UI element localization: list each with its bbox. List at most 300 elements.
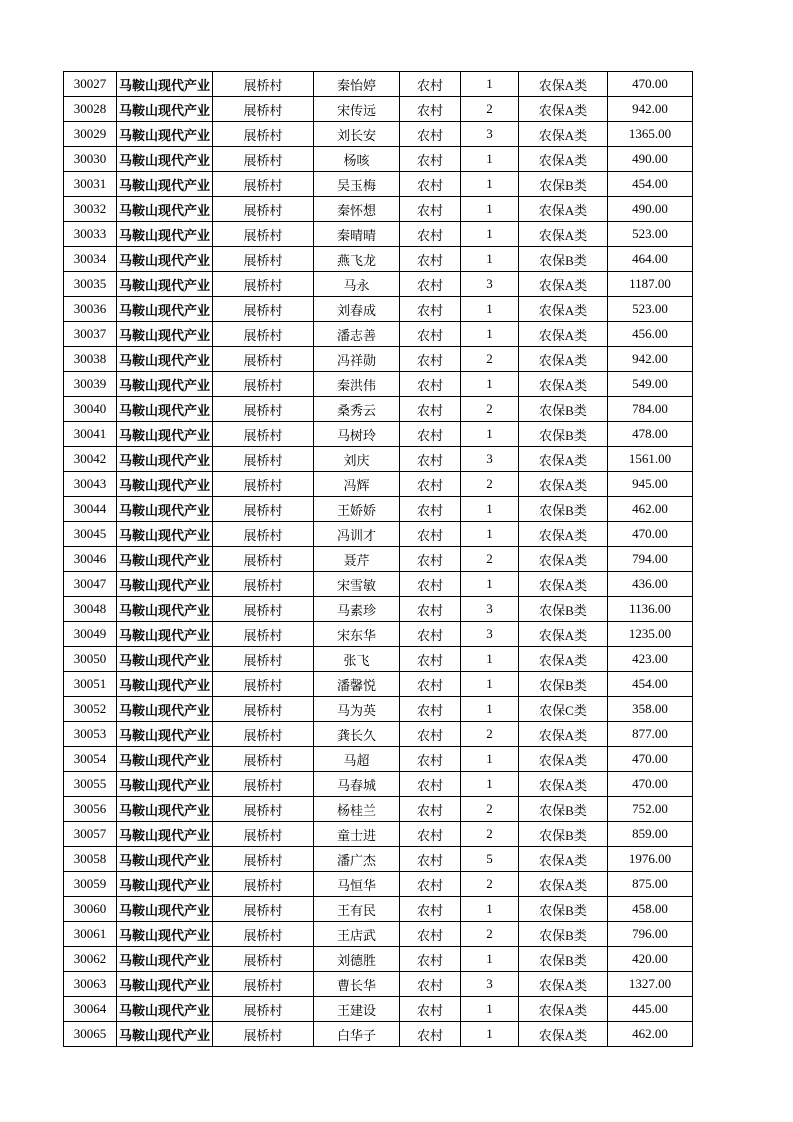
cell-park-name: 马鞍山现代产业	[117, 922, 213, 947]
cell-record-id: 30063	[64, 972, 117, 997]
table-row	[64, 697, 693, 722]
cell-insurance-category: 农保A类	[519, 147, 608, 172]
cell-park-name: 马鞍山现代产业	[117, 322, 213, 347]
cell-village-name: 展桥村	[213, 972, 314, 997]
cell-park-name: 马鞍山现代产业	[117, 372, 213, 397]
cell-amount: 1136.00	[608, 597, 693, 622]
cell-residence-type: 农村	[400, 172, 461, 197]
cell-person-count: 1	[461, 147, 519, 172]
cell-residence-type: 农村	[400, 397, 461, 422]
cell-record-id: 30064	[64, 997, 117, 1022]
cell-residence-type: 农村	[400, 947, 461, 972]
cell-residence-type: 农村	[400, 122, 461, 147]
table-row	[64, 322, 693, 347]
table-row	[64, 597, 693, 622]
cell-park-name: 马鞍山现代产业	[117, 897, 213, 922]
cell-record-id: 30043	[64, 472, 117, 497]
cell-park-name: 马鞍山现代产业	[117, 547, 213, 572]
cell-insurance-category: 农保B类	[519, 397, 608, 422]
cell-insurance-category: 农保A类	[519, 972, 608, 997]
table-row	[64, 922, 693, 947]
table-row	[64, 372, 693, 397]
cell-park-name: 马鞍山现代产业	[117, 222, 213, 247]
cell-insurance-category: 农保B类	[519, 172, 608, 197]
cell-person-count: 1	[461, 1022, 519, 1047]
cell-park-name: 马鞍山现代产业	[117, 597, 213, 622]
cell-village-name: 展桥村	[213, 372, 314, 397]
cell-person-name: 杨咳	[314, 147, 400, 172]
cell-park-name: 马鞍山现代产业	[117, 697, 213, 722]
table-row	[64, 347, 693, 372]
cell-village-name: 展桥村	[213, 922, 314, 947]
cell-amount: 1327.00	[608, 972, 693, 997]
table-row	[64, 772, 693, 797]
cell-insurance-category: 农保B类	[519, 672, 608, 697]
cell-person-count: 1	[461, 172, 519, 197]
cell-person-name: 秦怀想	[314, 197, 400, 222]
cell-residence-type: 农村	[400, 772, 461, 797]
cell-amount: 875.00	[608, 872, 693, 897]
cell-residence-type: 农村	[400, 322, 461, 347]
cell-person-count: 1	[461, 497, 519, 522]
cell-village-name: 展桥村	[213, 772, 314, 797]
table-row	[64, 897, 693, 922]
cell-amount: 1365.00	[608, 122, 693, 147]
cell-record-id: 30061	[64, 922, 117, 947]
cell-village-name: 展桥村	[213, 472, 314, 497]
cell-amount: 456.00	[608, 322, 693, 347]
cell-person-count: 1	[461, 522, 519, 547]
cell-record-id: 30041	[64, 422, 117, 447]
cell-insurance-category: 农保B类	[519, 897, 608, 922]
table-row	[64, 997, 693, 1022]
cell-village-name: 展桥村	[213, 1022, 314, 1047]
cell-amount: 549.00	[608, 372, 693, 397]
cell-person-count: 1	[461, 672, 519, 697]
cell-record-id: 30053	[64, 722, 117, 747]
cell-amount: 877.00	[608, 722, 693, 747]
cell-park-name: 马鞍山现代产业	[117, 72, 213, 97]
cell-residence-type: 农村	[400, 647, 461, 672]
cell-residence-type: 农村	[400, 722, 461, 747]
cell-amount: 420.00	[608, 947, 693, 972]
cell-residence-type: 农村	[400, 697, 461, 722]
cell-insurance-category: 农保B类	[519, 597, 608, 622]
cell-park-name: 马鞍山现代产业	[117, 872, 213, 897]
cell-insurance-category: 农保B类	[519, 497, 608, 522]
cell-residence-type: 农村	[400, 672, 461, 697]
cell-amount: 458.00	[608, 897, 693, 922]
cell-village-name: 展桥村	[213, 122, 314, 147]
document-page	[63, 71, 693, 1047]
cell-record-id: 30032	[64, 197, 117, 222]
cell-amount: 942.00	[608, 347, 693, 372]
cell-person-count: 5	[461, 847, 519, 872]
cell-residence-type: 农村	[400, 97, 461, 122]
cell-amount: 462.00	[608, 497, 693, 522]
cell-person-count: 1	[461, 572, 519, 597]
cell-park-name: 马鞍山现代产业	[117, 97, 213, 122]
cell-insurance-category: 农保A类	[519, 747, 608, 772]
cell-park-name: 马鞍山现代产业	[117, 722, 213, 747]
cell-insurance-category: 农保C类	[519, 697, 608, 722]
cell-person-count: 3	[461, 597, 519, 622]
cell-residence-type: 农村	[400, 897, 461, 922]
cell-village-name: 展桥村	[213, 897, 314, 922]
cell-insurance-category: 农保A类	[519, 447, 608, 472]
table-row	[64, 872, 693, 897]
cell-amount: 1976.00	[608, 847, 693, 872]
cell-village-name: 展桥村	[213, 822, 314, 847]
cell-village-name: 展桥村	[213, 397, 314, 422]
cell-park-name: 马鞍山现代产业	[117, 347, 213, 372]
cell-insurance-category: 农保A类	[519, 97, 608, 122]
table-row	[64, 622, 693, 647]
cell-person-name: 王建设	[314, 997, 400, 1022]
cell-record-id: 30034	[64, 247, 117, 272]
cell-person-count: 3	[461, 972, 519, 997]
cell-village-name: 展桥村	[213, 647, 314, 672]
cell-amount: 478.00	[608, 422, 693, 447]
cell-park-name: 马鞍山现代产业	[117, 747, 213, 772]
cell-person-name: 王有民	[314, 897, 400, 922]
cell-person-name: 潘馨悦	[314, 672, 400, 697]
cell-residence-type: 农村	[400, 972, 461, 997]
cell-amount: 490.00	[608, 197, 693, 222]
cell-person-name: 冯辉	[314, 472, 400, 497]
cell-record-id: 30044	[64, 497, 117, 522]
cell-village-name: 展桥村	[213, 847, 314, 872]
cell-park-name: 马鞍山现代产业	[117, 672, 213, 697]
cell-village-name: 展桥村	[213, 247, 314, 272]
cell-record-id: 30035	[64, 272, 117, 297]
cell-record-id: 30047	[64, 572, 117, 597]
cell-record-id: 30037	[64, 322, 117, 347]
cell-amount: 454.00	[608, 672, 693, 697]
cell-insurance-category: 农保A类	[519, 647, 608, 672]
cell-village-name: 展桥村	[213, 297, 314, 322]
table-row	[64, 97, 693, 122]
cell-village-name: 展桥村	[213, 497, 314, 522]
cell-amount: 796.00	[608, 922, 693, 947]
cell-record-id: 30042	[64, 447, 117, 472]
cell-park-name: 马鞍山现代产业	[117, 797, 213, 822]
cell-park-name: 马鞍山现代产业	[117, 122, 213, 147]
cell-village-name: 展桥村	[213, 947, 314, 972]
cell-amount: 942.00	[608, 97, 693, 122]
table-row	[64, 647, 693, 672]
table-row	[64, 522, 693, 547]
cell-amount: 470.00	[608, 522, 693, 547]
cell-residence-type: 农村	[400, 797, 461, 822]
cell-village-name: 展桥村	[213, 522, 314, 547]
table-row	[64, 672, 693, 697]
cell-insurance-category: 农保A类	[519, 847, 608, 872]
cell-person-name: 马恒华	[314, 872, 400, 897]
cell-park-name: 马鞍山现代产业	[117, 572, 213, 597]
table-row	[64, 147, 693, 172]
cell-residence-type: 农村	[400, 1022, 461, 1047]
cell-residence-type: 农村	[400, 822, 461, 847]
cell-person-count: 2	[461, 397, 519, 422]
cell-residence-type: 农村	[400, 747, 461, 772]
cell-person-count: 1	[461, 747, 519, 772]
cell-record-id: 30045	[64, 522, 117, 547]
cell-record-id: 30030	[64, 147, 117, 172]
cell-insurance-category: 农保A类	[519, 872, 608, 897]
cell-person-count: 2	[461, 922, 519, 947]
cell-park-name: 马鞍山现代产业	[117, 947, 213, 972]
table-row	[64, 72, 693, 97]
cell-insurance-category: 农保B类	[519, 947, 608, 972]
cell-amount: 445.00	[608, 997, 693, 1022]
table-row	[64, 722, 693, 747]
cell-person-name: 刘庆	[314, 447, 400, 472]
cell-amount: 859.00	[608, 822, 693, 847]
cell-person-count: 1	[461, 647, 519, 672]
cell-person-name: 冯训才	[314, 522, 400, 547]
cell-residence-type: 农村	[400, 597, 461, 622]
cell-insurance-category: 农保A类	[519, 547, 608, 572]
cell-insurance-category: 农保A类	[519, 347, 608, 372]
cell-park-name: 马鞍山现代产业	[117, 647, 213, 672]
cell-village-name: 展桥村	[213, 697, 314, 722]
cell-amount: 454.00	[608, 172, 693, 197]
cell-record-id: 30054	[64, 747, 117, 772]
cell-park-name: 马鞍山现代产业	[117, 447, 213, 472]
cell-insurance-category: 农保A类	[519, 322, 608, 347]
cell-park-name: 马鞍山现代产业	[117, 247, 213, 272]
cell-amount: 470.00	[608, 772, 693, 797]
cell-record-id: 30039	[64, 372, 117, 397]
cell-park-name: 马鞍山现代产业	[117, 522, 213, 547]
cell-person-name: 潘广杰	[314, 847, 400, 872]
cell-person-count: 1	[461, 372, 519, 397]
cell-village-name: 展桥村	[213, 97, 314, 122]
cell-person-name: 刘长安	[314, 122, 400, 147]
cell-residence-type: 农村	[400, 347, 461, 372]
cell-record-id: 30052	[64, 697, 117, 722]
cell-amount: 523.00	[608, 222, 693, 247]
cell-person-count: 1	[461, 422, 519, 447]
table-row	[64, 747, 693, 772]
cell-person-name: 桑秀云	[314, 397, 400, 422]
cell-residence-type: 农村	[400, 372, 461, 397]
cell-residence-type: 农村	[400, 472, 461, 497]
cell-park-name: 马鞍山现代产业	[117, 472, 213, 497]
cell-insurance-category: 农保A类	[519, 722, 608, 747]
cell-record-id: 30031	[64, 172, 117, 197]
cell-village-name: 展桥村	[213, 322, 314, 347]
cell-amount: 436.00	[608, 572, 693, 597]
table-row	[64, 847, 693, 872]
cell-record-id: 30046	[64, 547, 117, 572]
cell-insurance-category: 农保B类	[519, 797, 608, 822]
cell-person-count: 2	[461, 822, 519, 847]
cell-person-count: 3	[461, 447, 519, 472]
table-row	[64, 297, 693, 322]
cell-record-id: 30028	[64, 97, 117, 122]
cell-amount: 464.00	[608, 247, 693, 272]
cell-residence-type: 农村	[400, 247, 461, 272]
cell-record-id: 30029	[64, 122, 117, 147]
cell-residence-type: 农村	[400, 922, 461, 947]
cell-record-id: 30062	[64, 947, 117, 972]
cell-person-count: 2	[461, 347, 519, 372]
cell-residence-type: 农村	[400, 272, 461, 297]
cell-person-count: 1	[461, 772, 519, 797]
cell-person-count: 1	[461, 72, 519, 97]
cell-person-count: 1	[461, 322, 519, 347]
cell-record-id: 30059	[64, 872, 117, 897]
cell-residence-type: 农村	[400, 222, 461, 247]
cell-park-name: 马鞍山现代产业	[117, 822, 213, 847]
cell-person-name: 宋雪敏	[314, 572, 400, 597]
cell-person-name: 马树玲	[314, 422, 400, 447]
cell-person-count: 1	[461, 222, 519, 247]
cell-village-name: 展桥村	[213, 672, 314, 697]
cell-person-count: 2	[461, 797, 519, 822]
cell-amount: 358.00	[608, 697, 693, 722]
table-row	[64, 272, 693, 297]
cell-person-count: 1	[461, 697, 519, 722]
cell-amount: 462.00	[608, 1022, 693, 1047]
cell-residence-type: 农村	[400, 547, 461, 572]
table-row	[64, 797, 693, 822]
cell-insurance-category: 农保B类	[519, 422, 608, 447]
cell-amount: 752.00	[608, 797, 693, 822]
cell-village-name: 展桥村	[213, 997, 314, 1022]
cell-residence-type: 农村	[400, 872, 461, 897]
cell-village-name: 展桥村	[213, 147, 314, 172]
cell-person-name: 宋东华	[314, 622, 400, 647]
table-row	[64, 422, 693, 447]
cell-village-name: 展桥村	[213, 272, 314, 297]
cell-insurance-category: 农保B类	[519, 922, 608, 947]
cell-record-id: 30040	[64, 397, 117, 422]
cell-amount: 470.00	[608, 747, 693, 772]
table-row	[64, 972, 693, 997]
cell-residence-type: 农村	[400, 297, 461, 322]
cell-person-name: 燕飞龙	[314, 247, 400, 272]
cell-park-name: 马鞍山现代产业	[117, 622, 213, 647]
cell-person-name: 马永	[314, 272, 400, 297]
cell-person-name: 马春城	[314, 772, 400, 797]
cell-person-name: 刘德胜	[314, 947, 400, 972]
cell-insurance-category: 农保A类	[519, 272, 608, 297]
cell-amount: 1561.00	[608, 447, 693, 472]
cell-village-name: 展桥村	[213, 72, 314, 97]
table-row	[64, 497, 693, 522]
cell-record-id: 30036	[64, 297, 117, 322]
cell-village-name: 展桥村	[213, 572, 314, 597]
cell-person-count: 1	[461, 997, 519, 1022]
cell-record-id: 30033	[64, 222, 117, 247]
cell-park-name: 马鞍山现代产业	[117, 172, 213, 197]
cell-insurance-category: 农保A类	[519, 72, 608, 97]
table-row	[64, 222, 693, 247]
cell-village-name: 展桥村	[213, 872, 314, 897]
cell-person-name: 童士进	[314, 822, 400, 847]
cell-village-name: 展桥村	[213, 222, 314, 247]
cell-insurance-category: 农保A类	[519, 122, 608, 147]
cell-village-name: 展桥村	[213, 547, 314, 572]
cell-amount: 945.00	[608, 472, 693, 497]
cell-village-name: 展桥村	[213, 797, 314, 822]
cell-amount: 1187.00	[608, 272, 693, 297]
cell-village-name: 展桥村	[213, 622, 314, 647]
cell-residence-type: 农村	[400, 522, 461, 547]
cell-park-name: 马鞍山现代产业	[117, 497, 213, 522]
cell-person-name: 马素珍	[314, 597, 400, 622]
cell-park-name: 马鞍山现代产业	[117, 297, 213, 322]
cell-village-name: 展桥村	[213, 347, 314, 372]
table-row	[64, 472, 693, 497]
table-row	[64, 547, 693, 572]
cell-park-name: 马鞍山现代产业	[117, 997, 213, 1022]
cell-amount: 490.00	[608, 147, 693, 172]
cell-person-name: 刘春成	[314, 297, 400, 322]
cell-residence-type: 农村	[400, 997, 461, 1022]
cell-person-name: 张飞	[314, 647, 400, 672]
cell-person-count: 1	[461, 197, 519, 222]
cell-record-id: 30038	[64, 347, 117, 372]
cell-person-name: 曹长华	[314, 972, 400, 997]
cell-record-id: 30055	[64, 772, 117, 797]
cell-park-name: 马鞍山现代产业	[117, 397, 213, 422]
cell-person-count: 3	[461, 122, 519, 147]
cell-person-name: 白华子	[314, 1022, 400, 1047]
cell-amount: 784.00	[608, 397, 693, 422]
cell-person-name: 马为英	[314, 697, 400, 722]
cell-residence-type: 农村	[400, 422, 461, 447]
cell-person-count: 1	[461, 247, 519, 272]
cell-record-id: 30050	[64, 647, 117, 672]
cell-person-name: 王店武	[314, 922, 400, 947]
cell-person-count: 1	[461, 897, 519, 922]
cell-insurance-category: 农保A类	[519, 297, 608, 322]
roster-table	[63, 71, 693, 1047]
cell-amount: 470.00	[608, 72, 693, 97]
table-row	[64, 247, 693, 272]
cell-person-name: 王娇娇	[314, 497, 400, 522]
cell-person-count: 1	[461, 947, 519, 972]
cell-person-count: 2	[461, 722, 519, 747]
roster-table-body	[64, 72, 693, 1047]
cell-person-name: 马超	[314, 747, 400, 772]
cell-person-count: 2	[461, 872, 519, 897]
cell-park-name: 马鞍山现代产业	[117, 147, 213, 172]
cell-record-id: 30065	[64, 1022, 117, 1047]
cell-person-name: 吴玉梅	[314, 172, 400, 197]
cell-village-name: 展桥村	[213, 447, 314, 472]
cell-record-id: 30058	[64, 847, 117, 872]
cell-record-id: 30056	[64, 797, 117, 822]
cell-insurance-category: 农保A类	[519, 222, 608, 247]
cell-village-name: 展桥村	[213, 747, 314, 772]
cell-person-name: 冯祥勋	[314, 347, 400, 372]
cell-park-name: 马鞍山现代产业	[117, 847, 213, 872]
cell-person-count: 2	[461, 97, 519, 122]
cell-amount: 523.00	[608, 297, 693, 322]
cell-record-id: 30027	[64, 72, 117, 97]
cell-record-id: 30051	[64, 672, 117, 697]
cell-person-name: 聂芹	[314, 547, 400, 572]
table-row	[64, 822, 693, 847]
cell-residence-type: 农村	[400, 147, 461, 172]
cell-insurance-category: 农保A类	[519, 572, 608, 597]
cell-insurance-category: 农保A类	[519, 622, 608, 647]
